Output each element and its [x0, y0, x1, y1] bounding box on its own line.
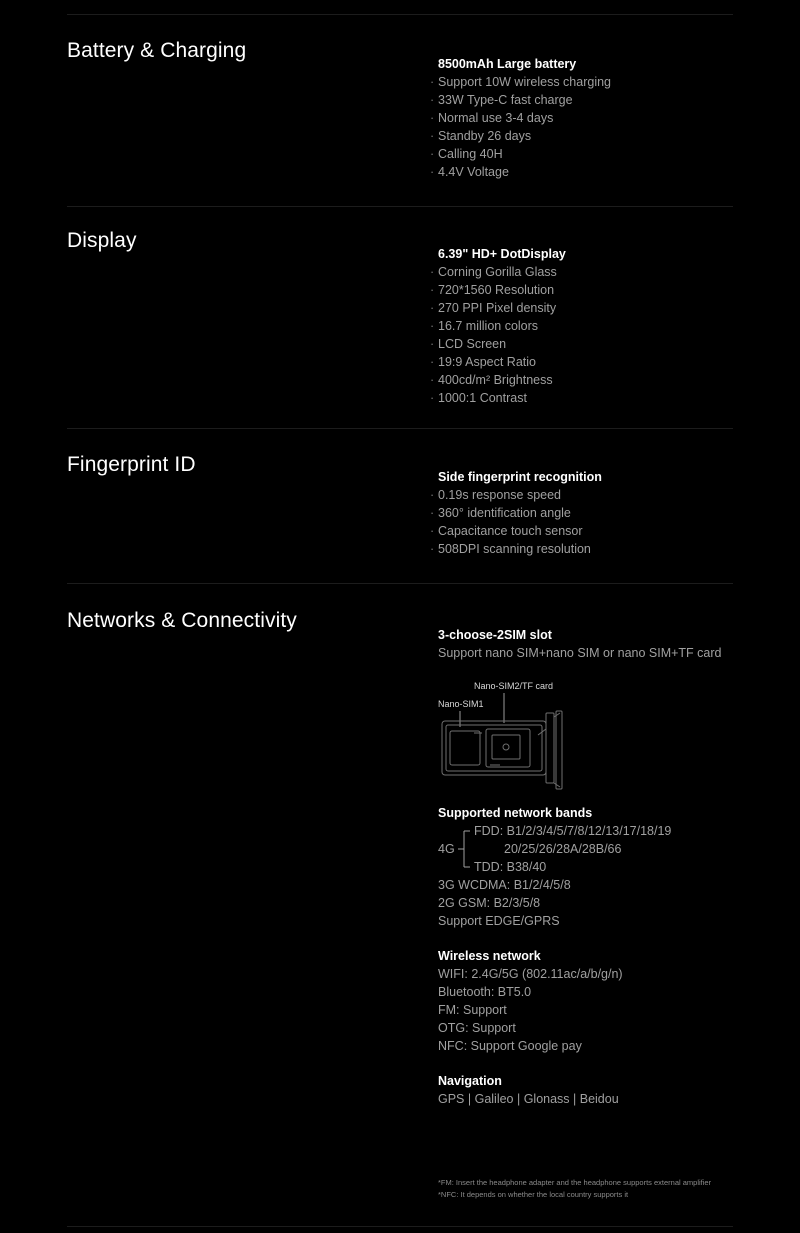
list-item: · Capacitance touch sensor [430, 524, 583, 538]
list-item: · 508DPI scanning resolution [430, 542, 591, 556]
sim-tray-icon [438, 679, 578, 799]
bands-heading: Supported network bands [438, 806, 593, 820]
band-support: Support EDGE/GPRS [438, 914, 560, 928]
footnote-fm: *FM: Insert the headphone adapter and the headphone supports external amplifier [438, 1178, 712, 1187]
fingerprint-specs [430, 468, 750, 558]
band-fdd-line2: 20/25/26/28A/28B/66 [504, 842, 622, 856]
list-item: · 33W Type-C fast charge [430, 93, 573, 107]
navigation-heading: Navigation [438, 1074, 502, 1088]
fingerprint-heading: Side fingerprint recognition [438, 470, 602, 484]
list-item: OTG: Support [438, 1021, 516, 1035]
wireless-heading: Wireless network [438, 949, 541, 963]
list-item: · Corning Gorilla Glass [430, 265, 557, 279]
list-item: · 360° identification angle [430, 506, 571, 520]
list-item: · LCD Screen [430, 337, 507, 351]
display-heading: 6.39" HD+ DotDisplay [438, 247, 566, 261]
sim-heading: 3-choose-2SIM slot [438, 628, 552, 642]
divider-bottom [67, 1226, 733, 1227]
band-2g: 2G GSM: B2/3/5/8 [438, 896, 541, 910]
list-item: · Calling 40H [430, 147, 503, 161]
list-item: FM: Support [438, 1003, 507, 1017]
list-item: · 1000:1 Contrast [430, 391, 527, 405]
divider-top [67, 14, 733, 15]
battery-heading: 8500mAh Large battery [438, 57, 577, 71]
band-tdd: TDD: B38/40 [474, 860, 547, 874]
list-item: · 0.19s response speed [430, 488, 562, 502]
navigation-value: GPS | Galileo | Glonass | Beidou [438, 1092, 619, 1106]
band-4g-block [438, 822, 750, 876]
list-item: · 16.7 million colors [430, 319, 539, 333]
list-item: · 19:9 Aspect Ratio [430, 355, 536, 369]
section-title-networks: Networks & Connectivity [67, 609, 297, 632]
divider-display-fingerprint [67, 428, 733, 429]
footnotes [438, 1177, 711, 1201]
band-fdd-line1: FDD: B1/2/3/4/5/7/8/12/13/17/18/19 [474, 824, 672, 838]
sim-description: Support nano SIM+nano SIM or nano SIM+TF card [438, 646, 722, 660]
list-item: · 270 PPI Pixel density [430, 301, 557, 315]
list-item: · Standby 26 days [430, 129, 532, 143]
list-item: NFC: Support Google pay [438, 1039, 582, 1053]
sim-tray-diagram [438, 679, 578, 799]
display-list [430, 263, 750, 407]
footnote-nfc: *NFC: It depends on whether the local country supports it [438, 1190, 629, 1199]
list-item: · 400cd/m² Brightness [430, 373, 553, 387]
divider-battery-display [67, 206, 733, 207]
list-item: · Normal use 3-4 days [430, 111, 554, 125]
display-specs [430, 245, 750, 407]
sim2-label: Nano-SIM2/TF card [474, 681, 554, 691]
list-item: · 720*1560 Resolution [430, 283, 555, 297]
section-title-display: Display [67, 229, 137, 252]
battery-specs [430, 55, 750, 181]
networks-specs [430, 626, 750, 1108]
battery-list [430, 73, 750, 181]
list-item: WIFI: 2.4G/5G (802.11ac/a/b/g/n) [438, 967, 623, 981]
section-title-battery: Battery & Charging [67, 39, 247, 62]
divider-fingerprint-networks [67, 583, 733, 584]
list-item: · 4.4V Voltage [430, 165, 509, 179]
fingerprint-list [430, 486, 750, 558]
list-item: Bluetooth: BT5.0 [438, 985, 532, 999]
sim1-label: Nano-SIM1 [438, 699, 484, 709]
section-title-fingerprint: Fingerprint ID [67, 453, 196, 476]
band-3g: 3G WCDMA: B1/2/4/5/8 [438, 878, 571, 892]
list-item: · Support 10W wireless charging [430, 75, 611, 89]
bracket-icon [458, 830, 470, 868]
band-4g-label: 4G [438, 842, 455, 856]
